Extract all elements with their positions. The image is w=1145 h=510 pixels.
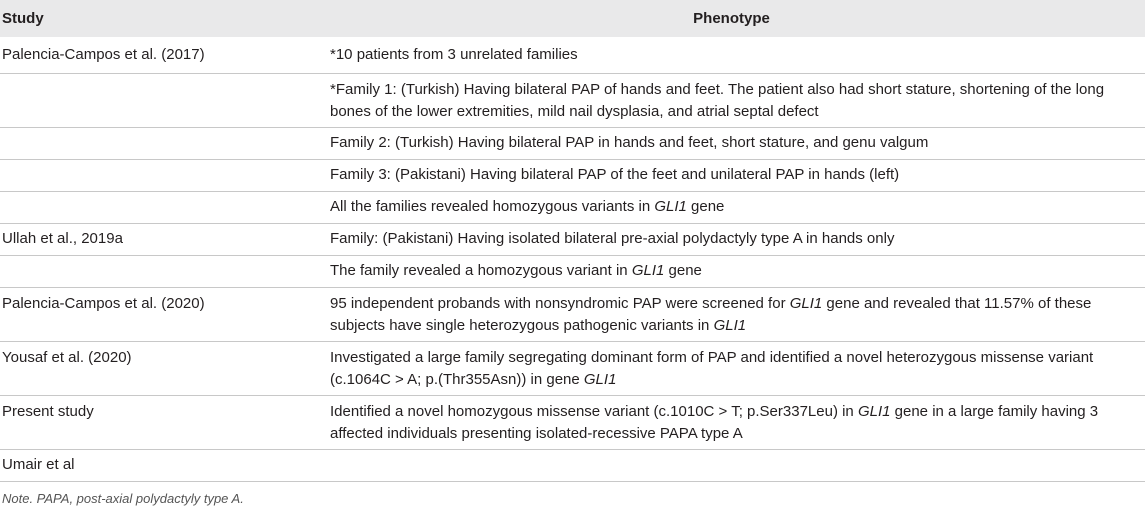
phenotype-cell: *Family 1: (Turkish) Having bilateral PAP of hands and feet. The patient also had short stature, shortening of the long bones of the lower extremities, mild nail dysplasia, and atrial septal defect <box>318 73 1145 127</box>
phenotype-cell: Family: (Pakistani) Having isolated bilateral pre-axial polydactyly type A in hands only <box>318 223 1145 255</box>
table-row <box>0 159 1145 191</box>
table-row <box>0 287 1145 341</box>
table-row <box>0 73 1145 127</box>
study-cell: Umair et al <box>0 449 318 481</box>
table-row <box>0 341 1145 395</box>
phenotype-cell: *10 patients from 3 unrelated families <box>318 37 1145 73</box>
study-cell: Yousaf et al. (2020) <box>0 341 318 395</box>
table-row <box>0 255 1145 287</box>
table-row <box>0 191 1145 223</box>
study-cell: Palencia-Campos et al. (2020) <box>0 287 318 341</box>
header-phenotype: Phenotype <box>318 0 1145 37</box>
study-cell <box>0 159 318 191</box>
header-study: Study <box>0 0 318 37</box>
phenotype-cell <box>318 449 1145 481</box>
phenotype-cell: All the families revealed homozygous variants in GLI1 gene <box>318 191 1145 223</box>
table-row <box>0 37 1145 73</box>
table-row <box>0 127 1145 159</box>
study-cell <box>0 73 318 127</box>
study-cell: Ullah et al., 2019a <box>0 223 318 255</box>
study-cell: Present study <box>0 395 318 449</box>
phenotype-cell: Family 2: (Turkish) Having bilateral PAP in hands and feet, short stature, and genu valgum <box>318 127 1145 159</box>
phenotype-cell: The family revealed a homozygous variant in GLI1 gene <box>318 255 1145 287</box>
phenotype-cell: Investigated a large family segregating dominant form of PAP and identified a novel heterozygous missense variant (c.1064C > A; p.(Thr355Asn)) in gene GLI1 <box>318 341 1145 395</box>
table-row <box>0 395 1145 449</box>
study-cell <box>0 255 318 287</box>
table-row <box>0 449 1145 481</box>
phenotype-cell: 95 independent probands with nonsyndromic PAP were screened for GLI1 gene and revealed that 11.57% of these subjects have single heterozygous pathogenic variants in GLI1 <box>318 287 1145 341</box>
table-header-row <box>0 0 1145 37</box>
phenotype-cell: Family 3: (Pakistani) Having bilateral PAP of the feet and unilateral PAP in hands (left) <box>318 159 1145 191</box>
phenotype-cell: Identified a novel homozygous missense variant (c.1010C > T; p.Ser337Leu) in GLI1 gene in a large family having 3 affected individuals presenting isolated-recessive PAPA type A <box>318 395 1145 449</box>
table-footnote: Note. PAPA, post-axial polydactyly type A. <box>2 491 244 506</box>
study-cell <box>0 127 318 159</box>
table-row <box>0 223 1145 255</box>
study-cell: Palencia-Campos et al. (2017) <box>0 37 318 73</box>
study-cell <box>0 191 318 223</box>
